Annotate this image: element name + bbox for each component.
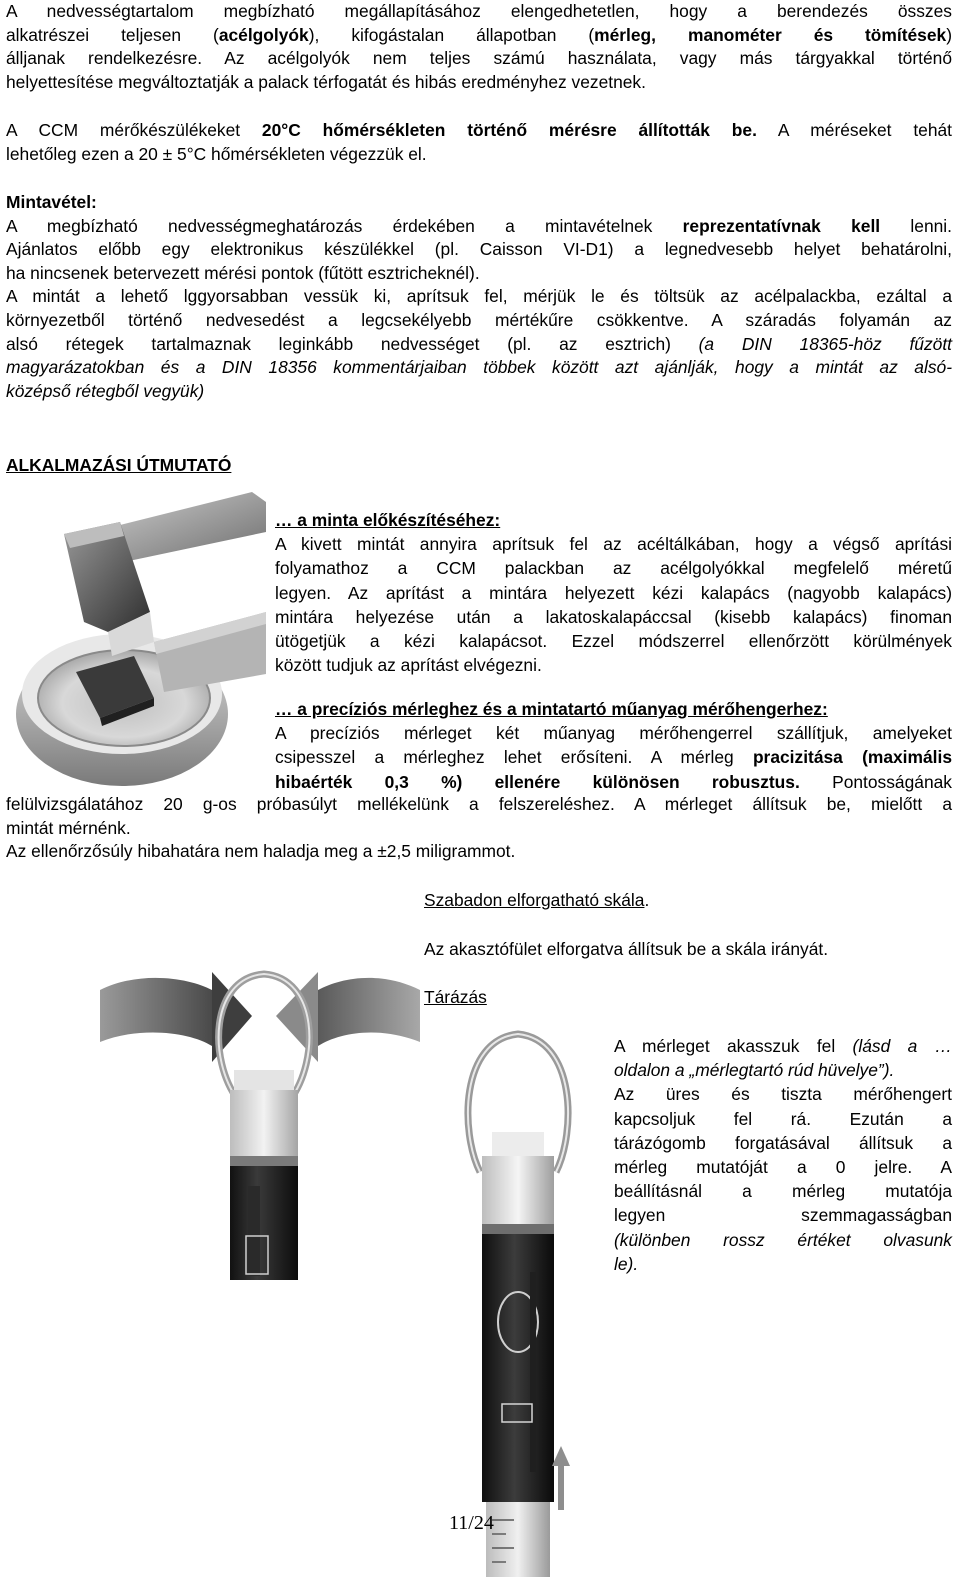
rotate-title: Szabadon elforgatható skála bbox=[424, 890, 645, 910]
calib-text: A méréseket tehát bbox=[756, 120, 952, 140]
calib-bold: 20°C hőmérsékleten történő mérésre állították be. bbox=[261, 120, 757, 140]
intro-line-4: helyettesítése megváltoztatják a palack térfogatát és hibás eredményhez vezetnek. bbox=[6, 71, 646, 92]
scale-text: Pontosságának bbox=[799, 771, 952, 792]
intro-paragraph bbox=[6, 0, 952, 94]
scale-line-4: felülvizsgálatához 20 g-os próbasúlyt mellékelünk a felszereléshez. A mérleget állítsuk be, mielőtt a bbox=[6, 794, 952, 814]
scale-bold: pracizitása (maximális bbox=[752, 747, 952, 768]
hammer-bowl-photo bbox=[4, 492, 266, 790]
calib-line-1 bbox=[6, 119, 952, 143]
scale-line-6: Az ellenőrzősúly hibahatára nem haladja meg a ±2,5 miligrammot. bbox=[6, 841, 516, 862]
calib-text: A CCM mérőkészülékeket bbox=[6, 120, 262, 140]
scale-title: … a precíziós mérleghez és a mintatartó műanyag mérőhengerhez: bbox=[275, 699, 828, 719]
sampling-line-7: magyarázatokban és a DIN 18356 kommentárjaiban többek között azt ajánlják, hogy a mintát az alsó- bbox=[6, 357, 952, 378]
sampling-section bbox=[6, 191, 952, 403]
intro-bold-steel-balls: acélgolyók bbox=[218, 24, 309, 45]
tare-line-7: beállításnál a mérleg mutatója bbox=[614, 1181, 952, 1202]
intro-text: ) bbox=[946, 24, 952, 45]
sampling-line-6 bbox=[6, 333, 952, 357]
intro-text: ), kifogástalan állapotban ( bbox=[308, 24, 595, 45]
prep-line-3: legyen. Az aprítást a mintára helyezett kézi kalapács (nagyobb kalapács) bbox=[275, 582, 952, 603]
prep-line-6: között tudjuk az aprítást elvégezni. bbox=[275, 655, 542, 676]
scale-line-1: A precíziós mérleget két műanyag mérőhengerrel szállítjuk, amelyeket bbox=[275, 723, 952, 744]
spring-scale-rotate-photo bbox=[100, 950, 420, 1280]
prep-section bbox=[275, 508, 952, 677]
prep-line-2: folyamathoz a CCM palackban az acélgolyókkal megfelelő méretű bbox=[275, 558, 952, 579]
tare-line-2: oldalon a „mérlegtartó rúd hüvelye”). bbox=[614, 1060, 895, 1081]
intro-bold-parts: mérleg, manométer és tömítések bbox=[594, 24, 947, 45]
tare-line-9: (különben rossz értéket olvasunk bbox=[614, 1229, 952, 1250]
scale-text: csipesszel a mérleghez lehet erősíteni. A mérleg bbox=[275, 747, 753, 768]
prep-title: … a minta előkészítéséhez: bbox=[275, 510, 501, 530]
intro-line-2 bbox=[6, 24, 952, 48]
calib-line-2: lehetőleg ezen a 20 ± 5°C hőmérsékleten végezzük el. bbox=[6, 143, 427, 164]
tare-section bbox=[614, 1034, 952, 1276]
prep-line-4: mintára helyezése után a lakatoskalapáccsal (kisebb kalapács) finoman bbox=[275, 606, 952, 627]
sampling-title: Mintavétel: bbox=[6, 192, 97, 212]
sampling-text: A megbízható nedvességmeghatározás érdekében a mintavételnek bbox=[6, 215, 683, 236]
rotate-title-dot: . bbox=[644, 890, 650, 910]
tare-title: Tárázás bbox=[424, 987, 487, 1007]
scale-line-2 bbox=[275, 745, 952, 769]
sampling-line-1 bbox=[6, 215, 952, 239]
sampling-line-2: Ajánlatos előbb egy elektronikus készülékkel (pl. Caisson VI-D1) a legnedvesebb helyet behatárolni, bbox=[6, 239, 952, 260]
sampling-line-3: ha nincsenek betervezett mérési pontok (fűtött esztricheknél). bbox=[6, 262, 480, 283]
scale-continuation bbox=[6, 793, 952, 864]
scale-bold: hibaérték 0,3 %) ellenére különösen robusztus. bbox=[275, 771, 800, 792]
intro-line-1: A nedvességtartalom megbízható megállapításához elengedhetetlen, hogy a berendezés összes bbox=[6, 1, 952, 21]
intro-text: alkatrészei teljesen ( bbox=[6, 24, 219, 45]
tare-line-10: le). bbox=[614, 1253, 639, 1274]
scale-line-3 bbox=[275, 770, 952, 794]
scale-line-5: mintát mérnénk. bbox=[6, 817, 131, 838]
tare-line-4: kapcsoljuk fel rá. Ezután a bbox=[614, 1108, 952, 1129]
sampling-line-8: középső rétegből vegyük) bbox=[6, 380, 205, 401]
prep-line-1: A kivett mintát annyira aprítsuk fel az acéltálkában, hogy a végső aprítási bbox=[275, 534, 952, 555]
calibration-paragraph bbox=[6, 119, 952, 166]
sampling-italic: (a DIN 18365-höz fűzött bbox=[698, 333, 952, 354]
sampling-line-4: A mintát a lehető lggyorsabban vessük ki, aprítsuk fel, mérjük le és töltsük az acélpalackba, ezáltal a bbox=[6, 286, 952, 307]
tare-line-3: Az üres és tiszta mérőhengert bbox=[614, 1084, 952, 1105]
spring-scale-tare-photo bbox=[440, 1022, 610, 1577]
sampling-line-5: környezetből történő nedvesedést a legcsekélyebb mértékűre csökkentve. A száradás folyamán az bbox=[6, 309, 952, 330]
scale-section bbox=[275, 697, 952, 794]
tare-text: A mérleget akasszuk fel bbox=[614, 1036, 853, 1056]
sampling-text: lenni. bbox=[880, 215, 952, 236]
sampling-text: alsó rétegek tartalmaznak leginkább nedvességet (pl. az esztrich) bbox=[6, 333, 699, 354]
intro-line-3: álljanak rendelkezésre. Az acélgolyók nem teljes számú használata, vagy más tárgyakkal történő bbox=[6, 48, 952, 69]
tare-line-5: tárázógomb forgatásával állítsuk a bbox=[614, 1132, 952, 1153]
page-number: 11/24 bbox=[449, 1512, 494, 1534]
tare-italic: (lásd a … bbox=[852, 1036, 952, 1056]
section-heading: ALKALMAZÁSI ÚTMUTATÓ bbox=[6, 455, 232, 475]
rotate-title-wrap bbox=[424, 888, 649, 912]
rotate-text: Az akasztófület elforgatva állítsuk be a skála irányát. bbox=[424, 939, 829, 959]
sampling-bold: reprezentatívnak kell bbox=[682, 215, 881, 236]
prep-line-5: ütögetjük a kézi kalapácsot. Ezzel módszerrel ellenőrzött körülmények bbox=[275, 631, 952, 652]
tare-line-8: legyen szemmagasságban bbox=[614, 1205, 952, 1226]
tare-line-6: mérleg mutatóját a 0 jelre. A bbox=[614, 1157, 952, 1178]
tare-line-1 bbox=[614, 1034, 952, 1058]
